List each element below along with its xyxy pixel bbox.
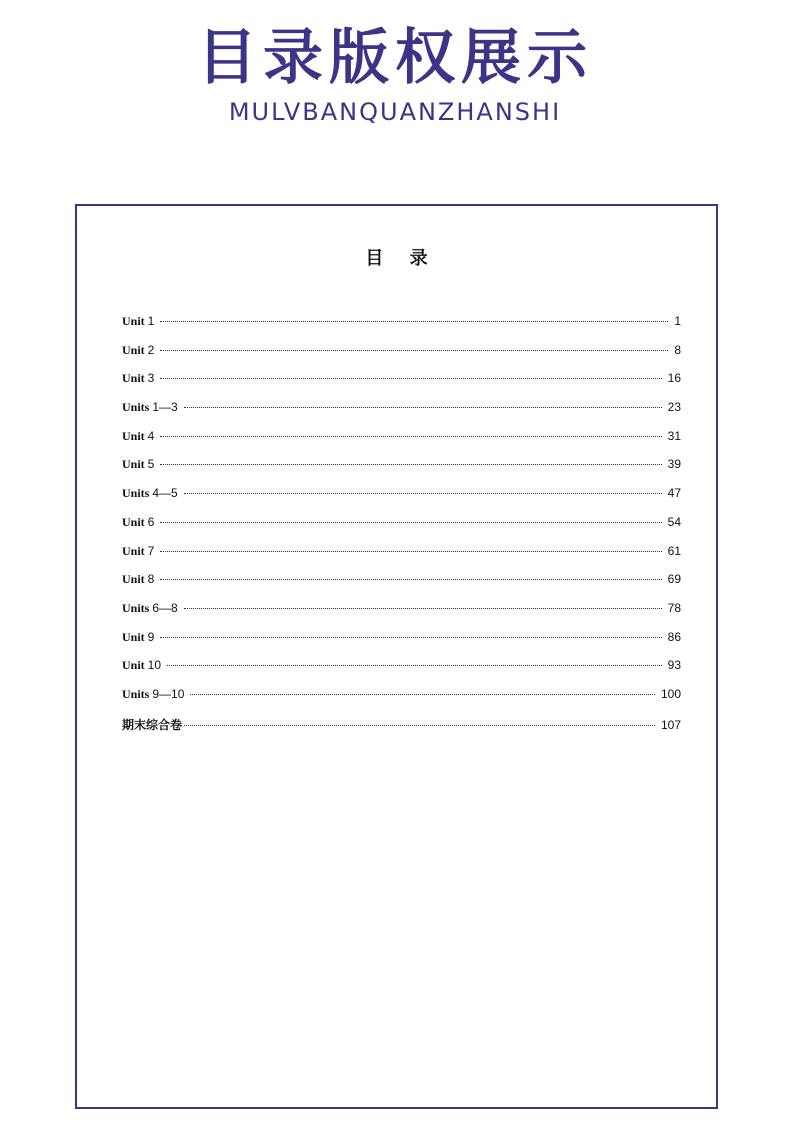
toc-item-word: Units	[122, 400, 150, 415]
toc-item-label	[122, 343, 154, 358]
toc-item-number: 8	[147, 572, 155, 587]
toc-item[interactable]	[122, 457, 681, 486]
toc-item-label	[122, 486, 178, 501]
toc-list	[122, 314, 681, 744]
toc-leader-dots	[160, 350, 668, 351]
toc-item[interactable]	[122, 515, 681, 544]
toc-item-page: 16	[667, 371, 681, 386]
toc-item-word: Units	[122, 486, 150, 501]
toc-item-word: Unit	[122, 572, 145, 587]
toc-item-label	[122, 515, 154, 530]
toc-item-word: Units	[122, 686, 150, 701]
toc-heading: 目 录	[365, 248, 428, 269]
toc-item-page: 100	[660, 686, 681, 701]
toc-item-page: 86	[667, 629, 681, 644]
toc-item[interactable]	[122, 658, 681, 687]
toc-item-page: 54	[667, 514, 681, 529]
toc-item-page: 93	[667, 658, 681, 673]
toc-item-word: 期末综合卷	[122, 717, 183, 732]
toc-item-word: Unit	[122, 514, 145, 529]
toc-item-label	[122, 400, 178, 415]
toc-item-label	[122, 630, 154, 645]
toc-item-page: 107	[660, 717, 681, 732]
toc-item-number: 6—8	[152, 600, 178, 615]
toc-item[interactable]	[122, 630, 681, 659]
toc-leader-dots	[160, 637, 661, 638]
toc-item-page: 23	[667, 400, 681, 415]
toc-item-label	[122, 658, 161, 673]
toc-item[interactable]	[122, 572, 681, 601]
toc-leader-dots	[160, 436, 661, 437]
toc-item-page: 1	[674, 314, 681, 328]
toc-item-label	[122, 544, 154, 559]
toc-item-label	[122, 716, 182, 733]
toc-item-word: Unit	[122, 457, 145, 472]
toc-item-label	[122, 429, 154, 444]
toc-item-word: Unit	[122, 543, 145, 558]
toc-item-page: 8	[674, 342, 681, 357]
toc-leader-dots	[160, 321, 668, 322]
page-subtitle: MULVBANQUANZHANSHI	[228, 98, 562, 126]
toc-item-page: 31	[667, 428, 681, 443]
toc-item-label	[122, 687, 184, 702]
toc-leader-dots	[190, 694, 655, 695]
toc-item-number: 5	[147, 457, 155, 472]
toc-item-word: Unit	[122, 371, 145, 386]
toc-item[interactable]	[122, 486, 681, 515]
toc-item-number: 9	[147, 629, 155, 644]
toc-item[interactable]	[122, 314, 681, 343]
toc-item[interactable]	[122, 601, 681, 630]
toc-item-word: Unit	[122, 629, 145, 644]
toc-item-page: 47	[667, 486, 681, 501]
toc-item-word: Unit	[122, 428, 145, 443]
toc-item-number: 1—3	[152, 400, 178, 415]
toc-leader-dots	[184, 608, 662, 609]
toc-item[interactable]	[122, 371, 681, 400]
toc-leader-dots	[167, 665, 662, 666]
page-title: 目录版权展示	[197, 23, 593, 93]
toc-item-label	[122, 572, 154, 587]
toc-item[interactable]	[122, 343, 681, 372]
toc-item-number: 7	[147, 543, 155, 558]
toc-item-label	[122, 371, 154, 386]
toc-item-number: 4	[147, 428, 155, 443]
toc-item-label	[122, 601, 178, 616]
toc-item-word: Units	[122, 600, 150, 615]
toc-item-number: 1	[147, 314, 155, 328]
toc-item-page: 78	[667, 600, 681, 615]
toc-item[interactable]	[122, 687, 681, 716]
toc-leader-dots	[160, 464, 661, 465]
toc-item-number: 4—5	[152, 486, 178, 501]
toc-leader-dots	[184, 407, 662, 408]
toc-leader-dots	[184, 493, 662, 494]
toc-item[interactable]	[122, 716, 681, 745]
toc-item-page: 61	[667, 543, 681, 558]
toc-item-word: Unit	[122, 314, 145, 328]
document-frame	[75, 204, 718, 1109]
toc-leader-dots	[160, 551, 661, 552]
toc-item-number: 3	[147, 371, 155, 386]
toc-item-label	[122, 457, 154, 472]
toc-item-word: Unit	[122, 658, 145, 673]
toc-item[interactable]	[122, 544, 681, 573]
toc-item-number: 10	[147, 658, 162, 673]
toc-leader-dots	[160, 378, 661, 379]
toc-item[interactable]	[122, 429, 681, 458]
toc-leader-dots	[160, 579, 661, 580]
toc-item-label	[122, 314, 154, 329]
toc-item-page: 39	[667, 457, 681, 472]
toc-item[interactable]	[122, 400, 681, 429]
toc-item-number: 2	[147, 342, 155, 357]
toc-leader-dots	[160, 522, 661, 523]
toc-item-page: 69	[667, 572, 681, 587]
toc-item-number: 6	[147, 514, 155, 529]
toc-item-number: 9—10	[152, 686, 185, 701]
toc-leader-dots	[184, 725, 655, 726]
toc-item-word: Unit	[122, 342, 145, 357]
